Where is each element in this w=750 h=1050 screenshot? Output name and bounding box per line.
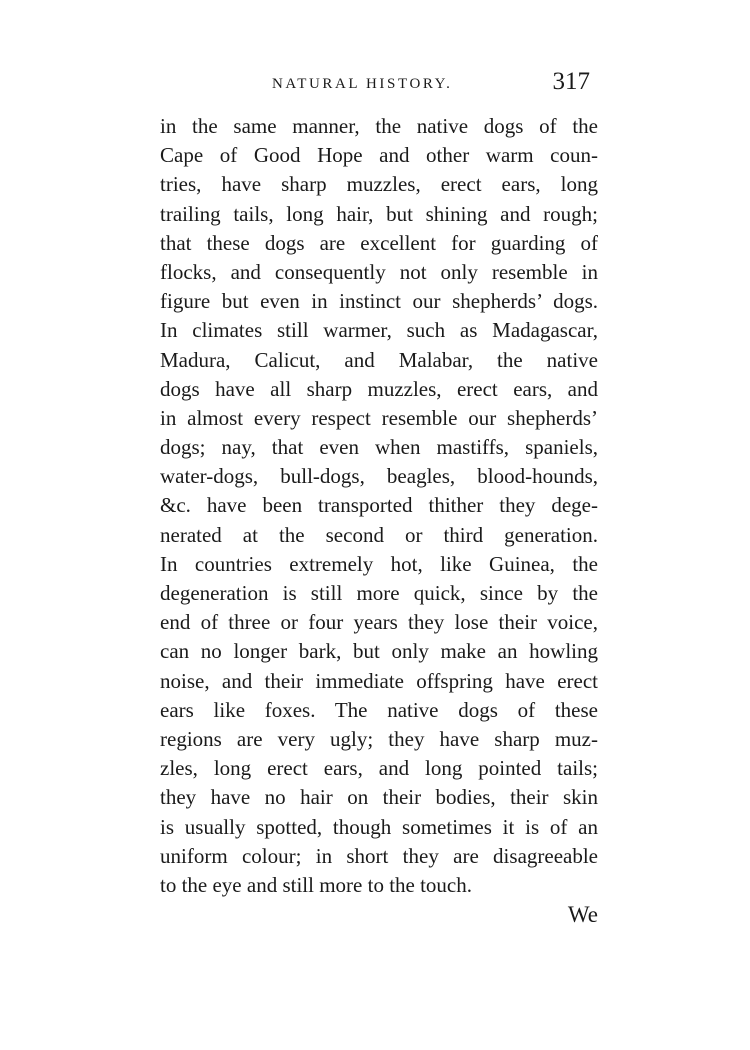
text-line: Cape of Good Hope and other warm coun- <box>160 143 598 168</box>
text-line: noise, and their immediate offspring have erect <box>160 668 598 693</box>
text-line: water-dogs, bull-dogs, beagles, blood-hounds, <box>160 464 598 489</box>
text-line: flocks, and consequently not only resemble in <box>160 259 598 284</box>
text-line: can no longer bark, but only make an howling <box>160 639 598 664</box>
text-line: figure but even in instinct our shepherds’ dogs. <box>160 289 598 314</box>
text-line: end of three or four years they lose their voice, <box>160 610 598 635</box>
text-line: they have no hair on their bodies, their skin <box>160 785 598 810</box>
text-line: In countries extremely hot, like Guinea, the <box>160 551 598 576</box>
text-line: in the same manner, the native dogs of the <box>160 114 598 138</box>
text-line: dogs have all sharp muzzles, erect ears, and <box>160 376 598 401</box>
text-line: uniform colour; in short they are disagreeable <box>160 843 598 868</box>
running-head <box>160 70 596 104</box>
text-line: degeneration is still more quick, since by the <box>160 581 598 605</box>
text-line: tries, have sharp muzzles, erect ears, long <box>160 172 598 197</box>
text-line: nerated at the second or third generation. <box>160 522 598 547</box>
text-line: Madura, Calicut, and Malabar, the native <box>160 347 598 372</box>
text-line: that these dogs are excellent for guarding of <box>160 230 598 255</box>
text-line: to the eye and still more to the touch. <box>160 872 473 897</box>
text-line: In climates still warmer, such as Madagascar, <box>160 318 598 343</box>
text-line: in almost every respect resemble our shepherds’ <box>160 405 598 430</box>
text-line: zles, long erect ears, and long pointed tails; <box>160 756 598 781</box>
catchword: We <box>567 902 598 927</box>
text-line: dogs; nay, that even when mastiffs, spaniels, <box>160 435 598 460</box>
text-line: ears like foxes. The native dogs of these <box>160 697 598 722</box>
page-number: 317 <box>552 68 590 95</box>
body-text <box>160 112 598 900</box>
text-line: &c. have been transported thither they dege- <box>160 493 598 518</box>
text-line: regions are very ugly; they have sharp muz- <box>160 726 598 751</box>
text-line: is usually spotted, though sometimes it is of an <box>160 814 598 839</box>
text-line: trailing tails, long hair, but shining and rough; <box>160 201 598 226</box>
running-title: NATURAL HISTORY. <box>272 76 453 92</box>
